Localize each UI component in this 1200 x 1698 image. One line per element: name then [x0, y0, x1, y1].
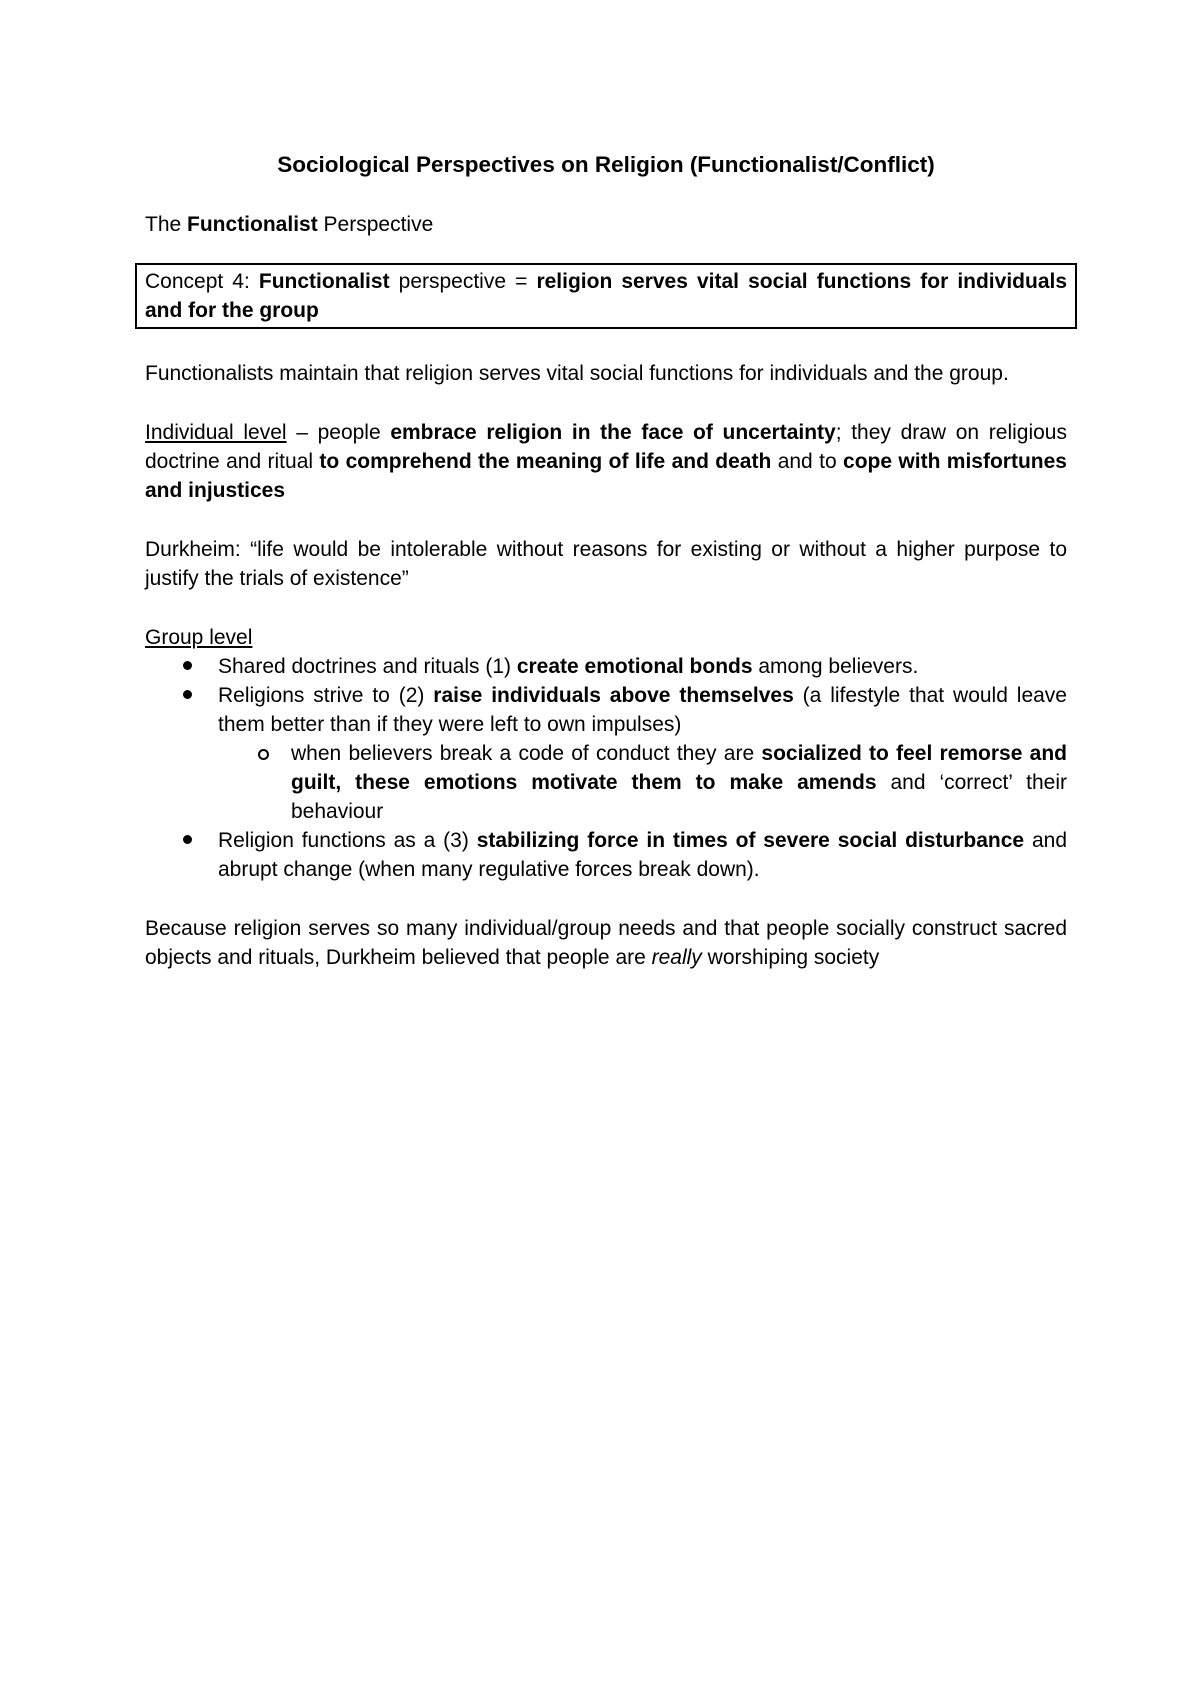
conclusion-paragraph — [145, 914, 1067, 972]
list-item — [145, 826, 1067, 884]
bullet-3-pre: Religion functions as a (3) — [218, 829, 477, 852]
individual-text-3: and to — [771, 450, 844, 473]
bullet-2-bold: raise individuals above themselves — [433, 684, 794, 707]
individual-level-label: Individual level — [145, 421, 287, 444]
conclusion-pre: Because religion serves so many individual/group needs and that people socially construct sacred objects and rituals, Durkheim believed that people are — [145, 917, 1067, 969]
bullet-2-post: (a lifestyle that would leave them better than if they were left to own impulses) — [218, 684, 1067, 736]
bullet-1-pre: Shared doctrines and rituals (1) — [218, 655, 517, 678]
concept-middle: perspective = — [389, 270, 537, 293]
bullet-2-pre: Religions strive to (2) — [218, 684, 434, 707]
concept-box — [135, 263, 1077, 329]
durkheim-quote-paragraph: Durkheim: “life would be intolerable without reasons for existing or without a higher purpose to justify the trials of existence” — [145, 538, 1067, 590]
conclusion-italic: really — [651, 946, 702, 969]
list-item — [145, 681, 1067, 826]
sub-1-bold: socialized to feel remorse and guilt, these emotions motivate them to make amends — [291, 742, 1068, 794]
section-heading-pre: The — [145, 213, 188, 236]
section-heading-post: Perspective — [317, 213, 434, 236]
individual-text-1: – people — [286, 421, 391, 444]
individual-bold-3: cope with misfortunes and injustices — [145, 450, 1067, 502]
group-level-heading — [145, 623, 1067, 652]
list-item — [145, 652, 1067, 681]
individual-text-2: ; they draw on religious doctrine and ritual — [145, 421, 1067, 473]
bullet-3-bold: stabilizing force in times of severe social disturbance — [476, 829, 1025, 852]
bullet-1-bold: create emotional bonds — [516, 655, 753, 678]
group-level-list — [145, 652, 1067, 884]
individual-level-paragraph — [145, 418, 1067, 505]
concept-definition: religion serves vital social functions for individuals and for the group — [145, 270, 1068, 322]
individual-bold-2: to comprehend the meaning of life and death — [319, 450, 772, 473]
section-heading-bold: Functionalist — [187, 213, 318, 236]
section-heading — [145, 210, 1067, 239]
document-body — [145, 150, 1067, 1002]
sub-1-post: and ‘correct’ their behaviour — [291, 771, 1067, 823]
individual-bold-1: embrace religion in the face of uncertainty — [390, 421, 836, 444]
conclusion-post: worshiping society — [701, 946, 880, 969]
sub-list-item — [218, 739, 1067, 826]
sub-1-pre: when believers break a code of conduct they are — [291, 742, 762, 765]
concept-prefix: Concept 4: — [145, 270, 259, 293]
group-level-label: Group level — [145, 626, 253, 649]
bullet-1-post: among believers. — [752, 655, 919, 678]
page-title: Sociological Perspectives on Religion (Functionalist/Conflict) — [277, 152, 935, 177]
sub-list — [218, 739, 1067, 826]
bullet-3-post: and abrupt change (when many regulative forces break down). — [218, 829, 1067, 881]
intro-paragraph: Functionalists maintain that religion serves vital social functions for individuals and the group. — [145, 362, 1009, 385]
concept-term: Functionalist — [258, 270, 390, 293]
